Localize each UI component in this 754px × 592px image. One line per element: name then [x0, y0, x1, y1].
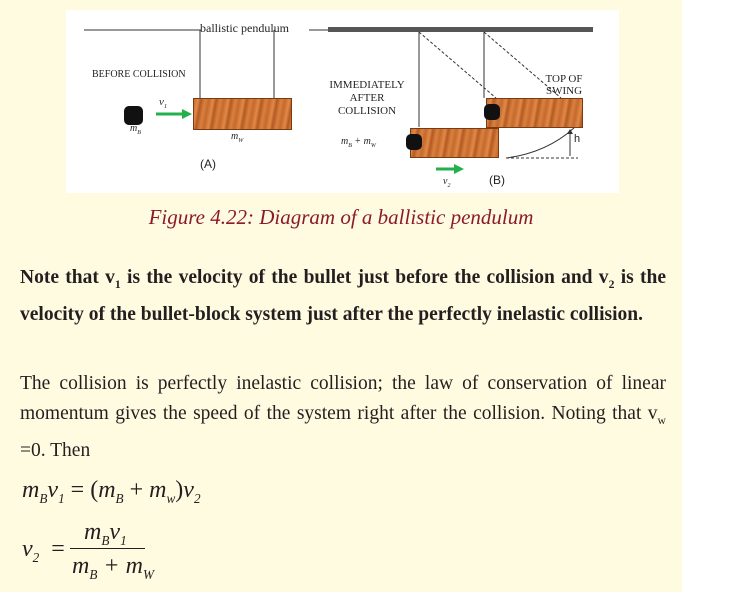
figure-caption: Figure 4.22: Diagram of a ballistic pendulum — [148, 205, 534, 229]
block-mass-label: $m_W$ — [231, 131, 244, 144]
fraction-bar — [70, 548, 145, 549]
bullet-mass-label: $m_B$ — [130, 123, 141, 136]
ceiling-bar-b — [328, 27, 593, 32]
immediately-after-label: IMMEDIATELY AFTER COLLISION — [329, 79, 405, 117]
fraction-denominator: $m_B + m_W$ — [72, 553, 154, 582]
combined-mass-label: $m_B + m_W$ — [341, 136, 376, 149]
panel-a-label: (A) — [200, 157, 216, 171]
before-collision-label: BEFORE COLLISION — [92, 69, 186, 80]
momentum-equation: $m_Bv_1 = (m_B + m_w)v_2$ — [22, 477, 201, 506]
velocity-equation-lhs: $v_2$ = — [22, 536, 65, 565]
bullet-b-impact — [406, 134, 422, 150]
velocity-arrowhead-b — [454, 164, 464, 174]
fraction-numerator: $m_Bv_1$ — [84, 519, 127, 548]
velocity-arrowhead-a — [182, 109, 192, 119]
figure-ballistic-pendulum — [66, 10, 619, 193]
swing-arc — [506, 128, 574, 158]
bullet-b-top — [484, 104, 500, 120]
wood-block-a — [193, 98, 292, 130]
body-paragraph: The collision is perfectly inelastic collision; the law of conservation of linear momentum gives the speed of the system right after the collision. Noting that $v_w =0$. Then — [20, 373, 666, 461]
bold-paragraph: Note that $v_1$ is the velocity of the bullet just before the collision and $v_2$ is the velocity of the bullet-block system just after the perfectly inelastic collision. — [20, 267, 666, 325]
top-of-swing-label: TOP OF SWING — [545, 73, 583, 97]
wood-block-b-impact — [410, 128, 499, 158]
height-label: h — [574, 133, 581, 145]
panel-b-label: (B) — [489, 173, 505, 187]
velocity-v2-label: $v_2$ — [443, 176, 451, 189]
wood-block-b-top — [486, 98, 583, 128]
velocity-v1-label: $v_1$ — [159, 96, 168, 111]
pendulum-title: ballistic pendulum — [200, 21, 289, 35]
